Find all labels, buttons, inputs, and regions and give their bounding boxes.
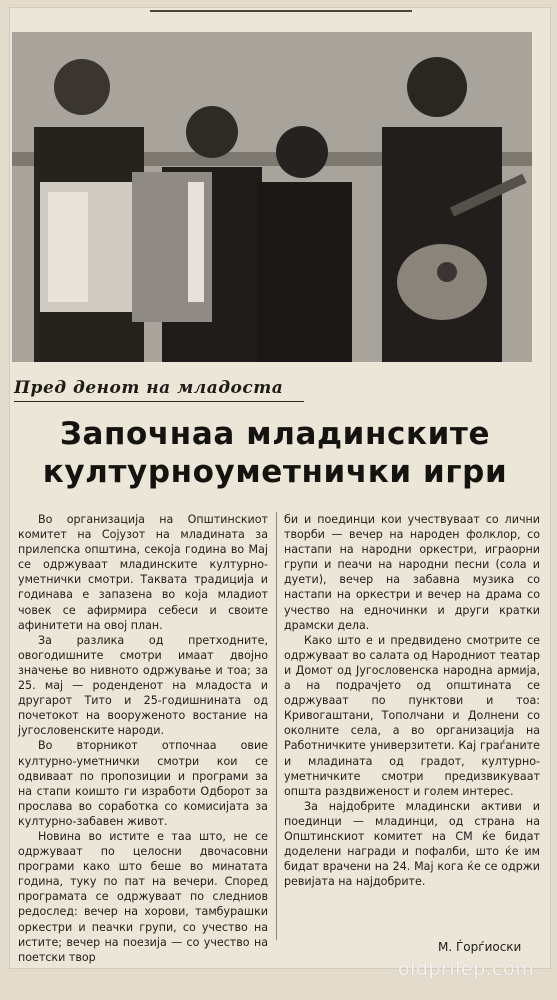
article-headline [10,415,540,491]
paragraph-continuation: би и поединци кои учествуваат со лични творби — вечер на народен фолклор, со настапи на народни оркестри, играорни групи и пеачи на народни песни (сола и дуети), вечер на забавна музика со настапи на оркестри и вечер на драма со учество на едночинки и други кратки драмски дела. [284,513,540,632]
paragraph: Како што е и предвидено смотрите се одржуваат во салата од Народниот театар и Домот од Југословенска народна армија, а на подрачјето од општината се одржуваат по пунктови и тоа: Кривогаштани, Тополчани и Долнени со околните села, а во организација на Работничките универзитети. Кај граѓаните и младината од градот, културно-уметничките смотри предизвикуваат општа раздвиженост и голем интерес. [284,633,540,798]
site-watermark: oldprilep.com [398,958,535,980]
paragraph: Во вторникот отпочнаа овие културно-уметнички смотри кои се одвиваат по пропозиции и програми за на стапи коишто ги изработи Одборот за прослава во соработка со комисијата за културно-забавен живот. [18,739,268,828]
article-column-left [18,512,268,965]
article-kicker: Пред денот на младоста [14,378,304,402]
paragraph: За разлика од претходните, овогодишните смотри имаат двојно значење во нивното одржување и тоа; за 25. мај — роденденот на младоста и другарот Тито и 25-годишнината од почетокот на вооруженото востание на југословенските народи. [18,633,268,738]
paragraph: За најдобрите младински активи и поединци — младинци, од страна на Општинскиот комитет на СМ ќе бидат доделени награди и пофалби, што ќе им бидат врачени на 24. Мај кога ќе се одржи ревијата на најдобрите. [284,799,540,889]
paragraph: Новина во истите е таа што, не се одржуваат по целосни двочасовни програми како што беше во минатата година, туку по пат на вечери. Според програмата се одржуваат по следниов редослед: вечер на хорови, тамбурашки оркестри и пеачки групи, со учество на истите; вечер на поезија — со учество на поетски твор [18,829,268,964]
author-byline: М. Ѓорѓиоски [438,940,522,954]
article-photo [12,32,532,362]
column-divider [276,512,277,940]
paragraph: Во организација на Општинскиот комитет на Сојузот на младината за прилепска општина, секоја година во Мај се одржуваат младинските културно-уметнички смотри. Таквата традиција и годинава е запазена во која младиот човек се афирмира себеси и своите афинитети на овој план. [18,513,268,632]
photo-four-musicians-icon [12,32,532,362]
article-column-right [284,512,540,889]
headline-line-1: Започнаа младинските [59,416,491,452]
top-rule [150,10,412,12]
headline-line-2: културноуметнички игри [42,454,508,490]
